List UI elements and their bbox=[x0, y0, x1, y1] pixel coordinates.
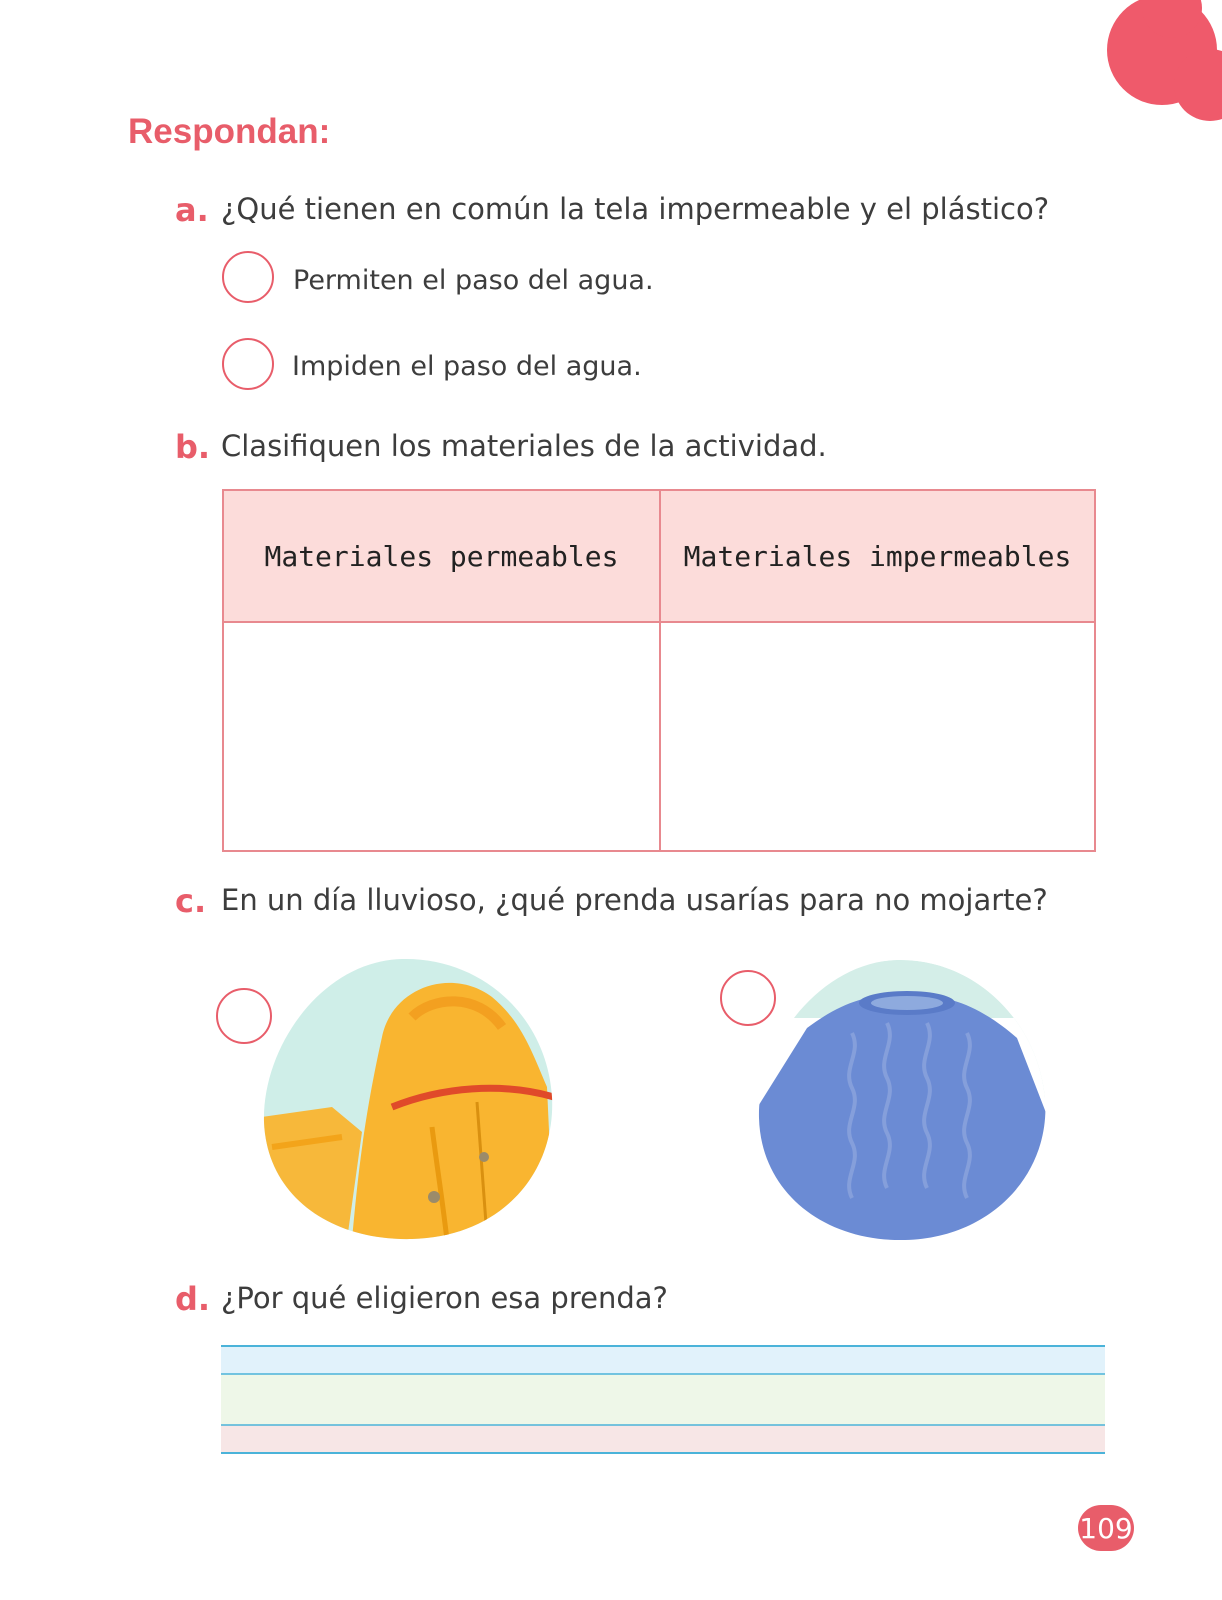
answer-writing-lines[interactable] bbox=[221, 1345, 1105, 1455]
page-number: 109 bbox=[1078, 1505, 1134, 1551]
option-a1-text: Permiten el paso del agua. bbox=[293, 265, 654, 296]
header-impermeables: Materiales impermeables bbox=[659, 491, 1094, 623]
page-heading: Respondan: bbox=[128, 112, 331, 151]
cell-permeables[interactable] bbox=[224, 623, 659, 850]
sweater-image bbox=[757, 958, 1048, 1241]
question-b-text: Clasifiquen los materiales de la actividad. bbox=[221, 429, 827, 463]
question-d-letter: d. bbox=[175, 1280, 211, 1318]
question-a-text: ¿Qué tienen en común la tela impermeable y el plástico? bbox=[221, 192, 1050, 226]
question-c-text: En un día lluvioso, ¿qué prenda usarías para no mojarte? bbox=[221, 883, 1048, 917]
option-a2-circle[interactable] bbox=[222, 338, 274, 390]
raincoat-image bbox=[262, 957, 554, 1240]
question-b-letter: b. bbox=[175, 428, 211, 466]
header-permeables: Materiales permeables bbox=[224, 491, 659, 623]
option-a1-circle[interactable] bbox=[222, 251, 274, 303]
classification-table bbox=[222, 489, 1096, 852]
question-d-text: ¿Por qué eligieron esa prenda? bbox=[221, 1281, 668, 1315]
question-a-letter: a. bbox=[175, 191, 209, 229]
cell-impermeables[interactable] bbox=[659, 623, 1094, 850]
question-c-letter: c. bbox=[175, 882, 207, 920]
option-a2-text: Impiden el paso del agua. bbox=[292, 351, 642, 382]
corner-decoration bbox=[1092, 0, 1222, 125]
